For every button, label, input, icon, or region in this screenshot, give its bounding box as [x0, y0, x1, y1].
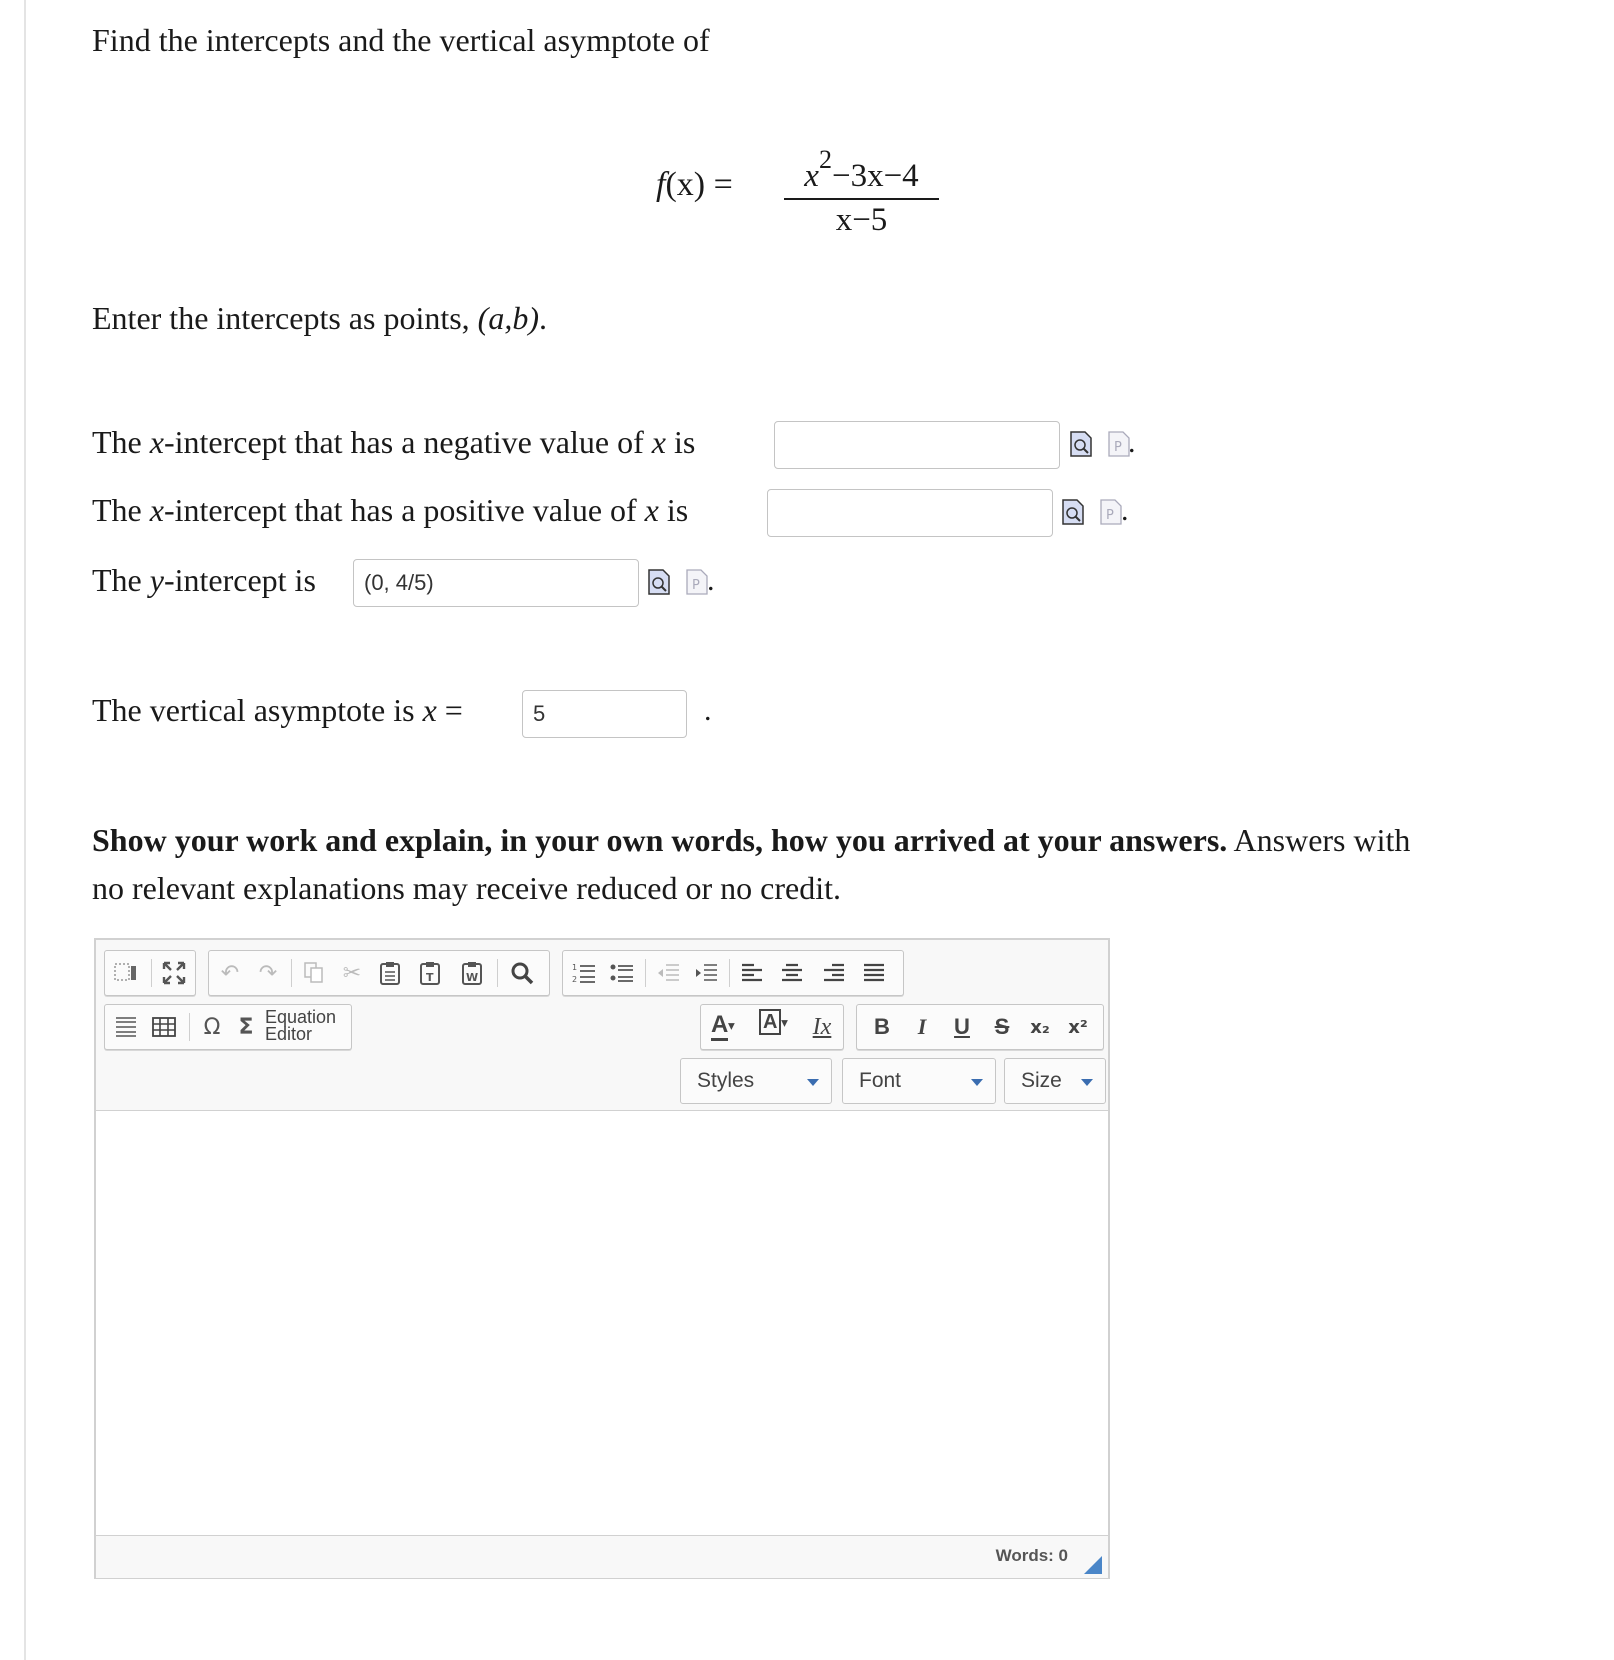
font-dropdown[interactable] — [842, 1058, 996, 1104]
horizontal-line-icon[interactable] — [109, 1010, 143, 1044]
eq-denominator: x−5 — [835, 202, 888, 238]
var-x: x — [149, 424, 164, 460]
strikethrough-icon[interactable]: S — [994, 1014, 1010, 1039]
background-color-icon: A — [759, 1009, 781, 1035]
instruction-period: . — [538, 300, 547, 336]
separator — [151, 959, 152, 987]
bold-icon[interactable]: B — [874, 1014, 890, 1039]
bulleted-list-icon[interactable] — [605, 956, 639, 990]
separator — [497, 959, 498, 987]
paste-icon[interactable] — [373, 956, 407, 990]
svg-text:2: 2 — [572, 975, 578, 984]
copy-icon[interactable] — [297, 956, 331, 990]
show-blocks-icon[interactable] — [109, 956, 143, 990]
paste-text-icon[interactable] — [413, 956, 447, 990]
question-prompt: Find the intercepts and the vertical asymptote of — [92, 22, 710, 58]
toolbar-group-basic-styles — [856, 1004, 1104, 1050]
label-text: The — [92, 562, 150, 598]
pos-x-intercept-label — [92, 490, 688, 530]
svg-text:1: 1 — [572, 963, 578, 972]
label-text: The vertical asymptote is — [92, 692, 423, 728]
align-left-icon[interactable] — [735, 956, 769, 990]
equation-editor-label: Editor — [265, 1024, 313, 1044]
sigma-icon[interactable]: Σ — [238, 1014, 254, 1040]
word-count: Words: 0 — [995, 1546, 1068, 1565]
var-x: x — [644, 492, 659, 528]
eq-num-rest: −3x−4 — [831, 158, 919, 194]
y-intercept-input[interactable] — [353, 559, 639, 607]
period: . — [1128, 426, 1136, 459]
underline-icon[interactable]: U — [954, 1014, 970, 1039]
label-text: is — [658, 492, 689, 528]
instruction-math: (a,b) — [477, 300, 539, 336]
svg-text:W: W — [466, 971, 479, 984]
dropdown-arrow-icon — [971, 1079, 983, 1086]
font-label: Font — [859, 1069, 902, 1092]
separator — [189, 1013, 190, 1041]
work-instruction-line2: no relevant explanations may receive reduced or no credit. — [92, 870, 841, 906]
remove-format-icon[interactable]: Ix — [812, 1013, 832, 1040]
label-text: -intercept is — [163, 562, 316, 598]
indent-icon[interactable] — [689, 956, 723, 990]
separator — [645, 959, 646, 987]
editor-content-area[interactable] — [96, 1111, 1108, 1535]
text-color-icon: A — [711, 1011, 728, 1041]
label-text: is — [665, 424, 696, 460]
period: . — [704, 694, 712, 727]
svg-text:P: P — [1106, 508, 1114, 523]
work-instruction-line1 — [92, 820, 1410, 860]
var-y: y — [149, 562, 164, 598]
var-x: x — [149, 492, 164, 528]
dropdown-arrow-icon — [807, 1079, 819, 1086]
label-text: The — [92, 424, 150, 460]
document-icon[interactable] — [1100, 499, 1122, 525]
subscript-icon[interactable]: x₂ — [1030, 1016, 1050, 1038]
label-text: The — [92, 492, 150, 528]
work-instruction-rest: Answers with — [1227, 822, 1411, 858]
neg-x-intercept-input[interactable] — [774, 421, 1060, 469]
equals-sign: = — [436, 692, 463, 728]
preview-icon[interactable] — [1070, 431, 1092, 457]
align-right-icon[interactable] — [817, 956, 851, 990]
editor-toolbar — [96, 940, 1108, 1111]
left-margin-rule — [24, 0, 26, 1660]
instruction — [92, 298, 547, 338]
document-icon[interactable] — [1108, 431, 1130, 457]
toolbar-group-view — [104, 950, 196, 996]
eq-num-base: x — [804, 158, 819, 194]
fraction-bar — [784, 198, 939, 200]
eq-fraction — [784, 146, 939, 238]
svg-text:P: P — [692, 578, 700, 593]
preview-icon[interactable] — [648, 569, 670, 595]
equation-editor-label: Equation — [265, 1007, 337, 1027]
toolbar-group-paragraph — [562, 950, 904, 996]
instruction-text: Enter the intercepts as points, — [92, 300, 478, 336]
search-icon[interactable] — [505, 956, 539, 990]
toolbar-group-colors — [700, 1004, 844, 1050]
omega-icon[interactable]: Ω — [203, 1014, 221, 1040]
asymptote-input[interactable] — [522, 690, 687, 738]
neg-x-intercept-label — [92, 422, 695, 462]
pos-x-intercept-input[interactable] — [767, 489, 1053, 537]
separator — [291, 959, 292, 987]
var-x: x — [651, 424, 666, 460]
eq-equals: = — [713, 166, 733, 203]
superscript-icon[interactable]: x² — [1068, 1016, 1088, 1038]
styles-dropdown[interactable] — [680, 1058, 832, 1104]
toolbar-group-insert — [104, 1004, 352, 1050]
toolbar-group-clipboard — [208, 950, 550, 996]
svg-text:P: P — [1114, 440, 1122, 455]
rich-text-editor — [94, 938, 1110, 1579]
label-text: -intercept that has a positive value of — [163, 492, 645, 528]
equation-editor-button[interactable] — [265, 1009, 336, 1043]
numbered-list-icon[interactable] — [567, 956, 601, 990]
maximize-icon[interactable] — [157, 956, 191, 990]
size-label: Size — [1021, 1069, 1062, 1092]
y-intercept-label — [92, 560, 316, 600]
align-center-icon[interactable] — [775, 956, 809, 990]
var-x: x — [422, 692, 437, 728]
eq-num-exp: 2 — [818, 145, 832, 174]
svg-text:T: T — [426, 971, 434, 984]
table-icon[interactable] — [147, 1010, 181, 1044]
label-text: -intercept that has a negative value of — [163, 424, 652, 460]
paste-word-icon[interactable] — [455, 956, 489, 990]
size-dropdown[interactable] — [1004, 1058, 1106, 1104]
background-color-button[interactable] — [759, 1011, 787, 1034]
outdent-icon[interactable] — [651, 956, 685, 990]
italic-icon[interactable]: I — [917, 1014, 927, 1039]
document-icon[interactable] — [686, 569, 708, 595]
editor-footer — [96, 1535, 1108, 1578]
eq-lhs-arg: (x) — [665, 166, 706, 203]
separator — [729, 959, 730, 987]
period: . — [1121, 494, 1129, 527]
asymptote-label — [92, 690, 463, 730]
resize-handle-icon[interactable] — [1084, 1556, 1102, 1574]
styles-label: Styles — [697, 1069, 755, 1092]
eq-lhs-f: f — [656, 166, 666, 203]
dropdown-arrow-icon — [1081, 1079, 1093, 1086]
period: . — [707, 564, 715, 597]
work-instruction-bold: Show your work and explain, in your own words, how you arrived at your answers. — [92, 822, 1228, 858]
align-justify-icon[interactable] — [857, 956, 891, 990]
cut-icon[interactable]: ✂ — [342, 960, 362, 986]
preview-icon[interactable] — [1062, 499, 1084, 525]
undo-icon[interactable]: ↶ — [220, 960, 240, 986]
dropdown-caret-icon: ▾ — [781, 1015, 788, 1030]
text-color-button[interactable] — [711, 1011, 734, 1039]
dropdown-caret-icon: ▾ — [728, 1018, 735, 1033]
redo-icon[interactable]: ↷ — [258, 960, 278, 986]
